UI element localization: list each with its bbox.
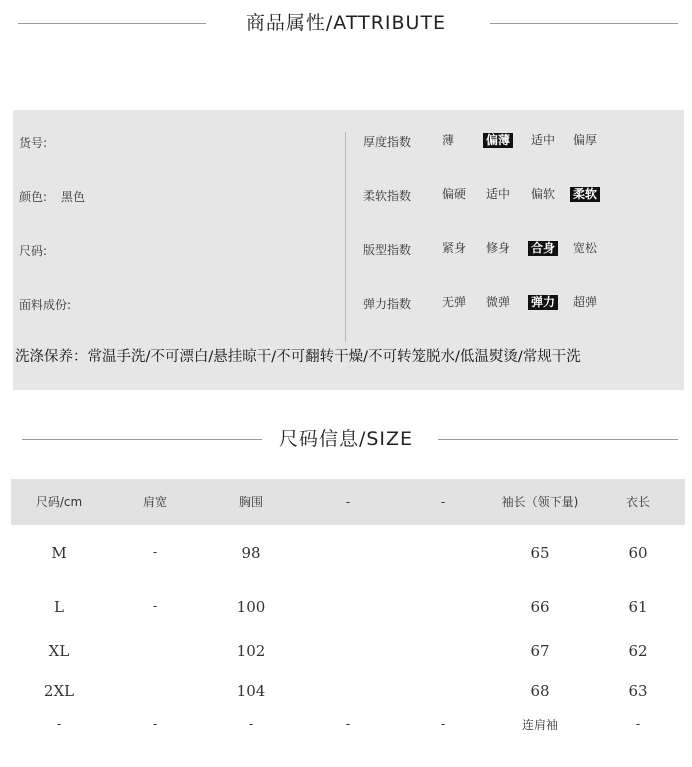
- index-option-selected: 合身: [528, 241, 558, 256]
- size-table-cell: 61: [628, 598, 648, 616]
- size-table-cell: 62: [628, 642, 648, 660]
- size-table-cell: XL: [48, 642, 70, 660]
- index-option-selected: 弹力: [528, 295, 558, 310]
- index-option: 偏软: [531, 187, 556, 201]
- size-table-cell: 66: [530, 598, 550, 616]
- size-table-cell: L: [54, 598, 64, 616]
- size-table-cell: 100: [236, 598, 266, 616]
- size-header-cell: -: [345, 495, 351, 509]
- index-option: 薄: [442, 133, 455, 147]
- index-option-selected: 柔软: [570, 187, 600, 202]
- color-label: 颜色:: [19, 190, 48, 204]
- title-divider-right: [438, 439, 678, 440]
- size-table-cell: 63: [628, 682, 648, 700]
- index-option: 超弹: [573, 295, 598, 309]
- size-table-cell: 68: [530, 682, 550, 700]
- index-option: 适中: [531, 133, 556, 147]
- size-header-cell: 胸围: [238, 495, 264, 509]
- size-header-cell: 袖长（领下量): [501, 495, 579, 509]
- index-option: 宽松: [573, 241, 598, 255]
- size-table-cell: 98: [241, 544, 261, 562]
- size-table-cell: -: [56, 716, 62, 731]
- size-table-cell: -: [635, 716, 641, 731]
- size-table-cell: 65: [530, 544, 550, 562]
- size-header-cell: 衣长: [625, 495, 651, 509]
- item-no-label: 货号:: [19, 136, 48, 150]
- size-table-cell: -: [152, 716, 158, 731]
- size-section-title: [0, 424, 692, 454]
- index-option: 紧身: [442, 241, 467, 255]
- attribute-section-title: [0, 8, 692, 38]
- fabric-label: 面料成份:: [19, 298, 72, 312]
- index-option: 修身: [486, 241, 511, 255]
- size-table-cell: -: [440, 716, 446, 731]
- index-option: 偏硬: [442, 187, 467, 201]
- color-row: [19, 188, 85, 205]
- size-header-cell: 肩宽: [142, 495, 168, 509]
- index-label: 厚度指数: [363, 135, 412, 149]
- size-table-cell: 连肩袖: [521, 718, 559, 732]
- size-table-cell: 2XL: [43, 682, 75, 700]
- index-option: 偏厚: [573, 133, 598, 147]
- size-label: 尺码:: [19, 244, 48, 258]
- size-table-cell: 104: [236, 682, 266, 700]
- size-header-cell: -: [440, 495, 446, 509]
- size-table-cell: -: [248, 716, 254, 731]
- size-table-cell: -: [152, 544, 158, 559]
- index-option: 无弹: [442, 295, 467, 309]
- care-instructions: 洗涤保养：常温手洗/不可漂白/悬挂晾干/不可翻转干燥/不可转笼脱水/低温熨烫/常规干洗: [15, 349, 581, 365]
- index-option: 适中: [486, 187, 511, 201]
- index-option: 微弹: [486, 295, 511, 309]
- index-label: 柔软指数: [363, 189, 412, 203]
- size-table-cell: 60: [628, 544, 648, 562]
- index-label: 版型指数: [363, 243, 412, 257]
- attribute-column-divider: [345, 132, 346, 342]
- size-header-cell: 尺码/cm: [35, 495, 83, 509]
- size-title-text: 尺码信息/SIZE: [278, 428, 414, 450]
- index-label: 弹力指数: [363, 297, 412, 311]
- size-table-cell: M: [51, 544, 67, 562]
- size-table-cell: -: [345, 716, 351, 731]
- size-table-header: [11, 479, 685, 525]
- attribute-panel: [13, 110, 684, 390]
- index-option-selected: 偏薄: [483, 133, 513, 148]
- size-table-cell: -: [152, 598, 158, 613]
- color-value: 黑色: [61, 190, 86, 204]
- size-table-cell: 67: [530, 642, 550, 660]
- title-divider-right: [490, 23, 678, 24]
- size-table-cell: 102: [236, 642, 266, 660]
- attribute-title-text: 商品属性/ATTRIBUTE: [245, 12, 447, 34]
